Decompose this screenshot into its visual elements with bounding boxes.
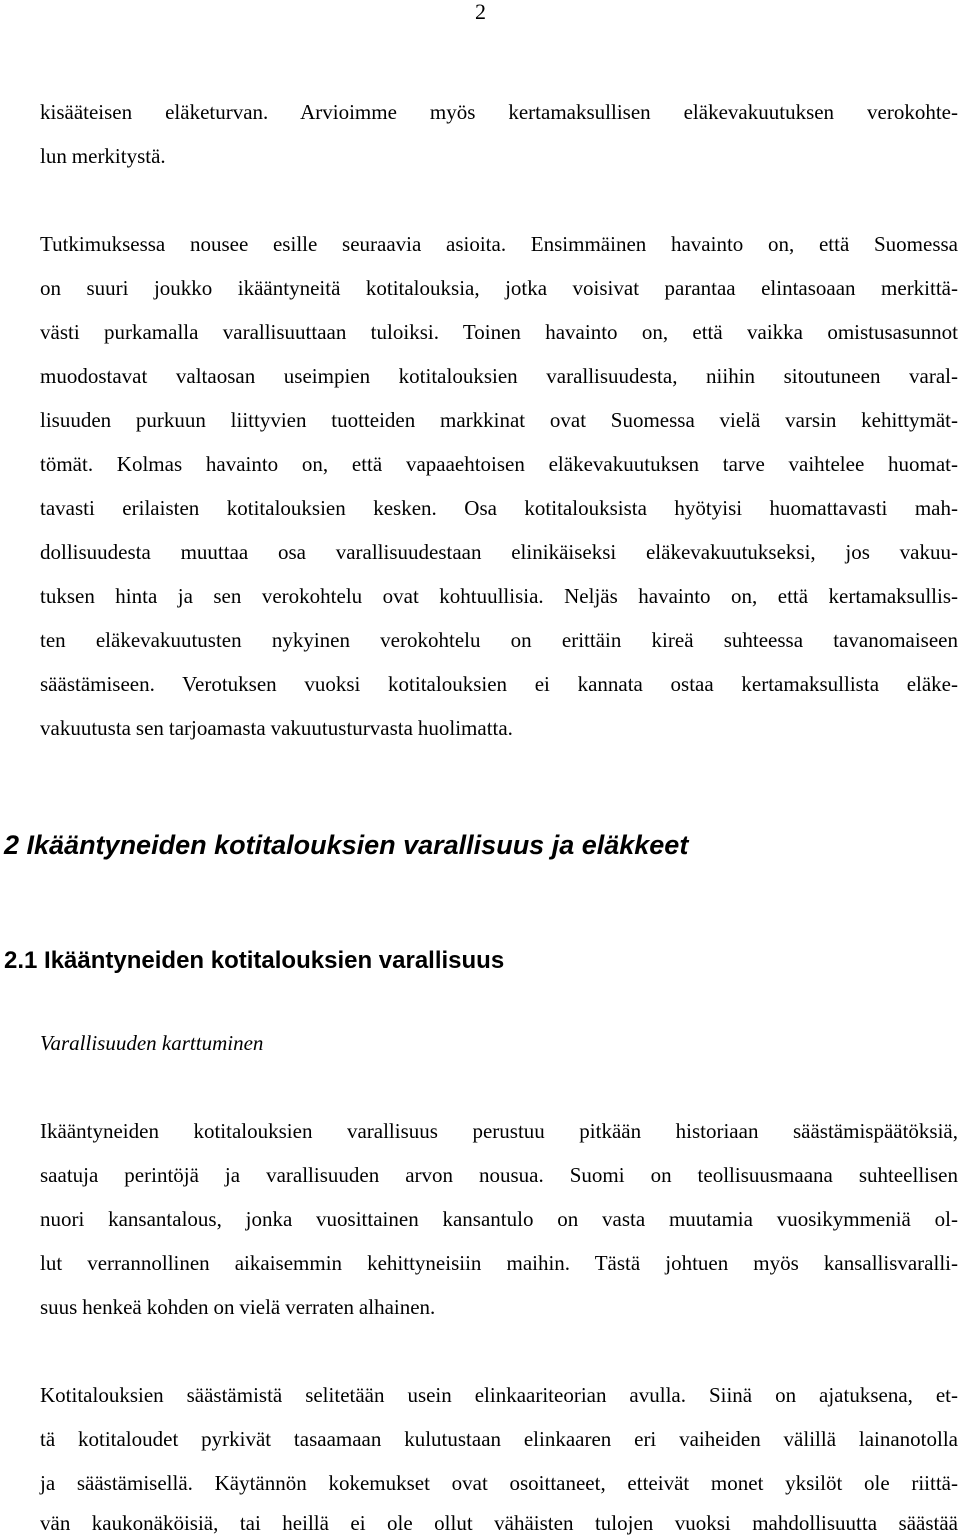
- paragraph-line: tuksen hinta ja sen verokohtelu ovat kohtuullisia. Neljäs havainto on, että kertamaksullis-: [40, 584, 958, 608]
- paragraph-line: tömät. Kolmas havainto on, että vapaaehtoisen eläkevakuutuksen tarve vaihtelee huomat-: [40, 452, 958, 476]
- paragraph-line: tä kotitaloudet pyrkivät tasaamaan kulutustaan elinkaaren eri vaiheiden välillä lainanotolla: [40, 1427, 958, 1451]
- paragraph-line: ja säästämisellä. Käytännön kokemukset ovat osoittaneet, etteivät monet yksilöt ole riittä-: [40, 1471, 958, 1495]
- paragraph-line: västi purkamalla varallisuuttaan tuloiksi. Toinen havainto on, että vaikka omistusasunnot: [40, 320, 958, 344]
- paragraph-line: vakuutusta sen tarjoamasta vakuutusturvasta huolimatta.: [40, 716, 513, 740]
- page-number: 2: [475, 0, 486, 24]
- paragraph-line: kisääteisen eläketurvan. Arvioimme myös kertamaksullisen eläkevakuutuksen verokohte-: [40, 100, 958, 124]
- section-heading: 2 Ikääntyneiden kotitalouksien varallisuus ja eläkkeet: [4, 830, 689, 860]
- paragraph-line: vän kaukonäköisiä, tai heillä ei ole ollut vähäisten tulojen vuoksi mahdollisuutta säästää: [40, 1511, 958, 1535]
- paragraph-line: Kotitalouksien säästämistä selitetään usein elinkaariteorian avulla. Siinä on ajatuksena, et-: [40, 1383, 958, 1407]
- paragraph-line: Tutkimuksessa nousee esille seuraavia asioita. Ensimmäinen havainto on, että Suomessa: [40, 232, 958, 256]
- subsubsection-heading: Varallisuuden karttuminen: [40, 1031, 264, 1055]
- paragraph-line: muodostavat valtaosan useimpien kotitalouksien varallisuudesta, niihin sitoutuneen varal-: [40, 364, 958, 388]
- paragraph-line: tavasti erilaisten kotitalouksien kesken. Osa kotitalouksista hyötyisi huomattavasti mah-: [40, 496, 958, 520]
- paragraph-line: saatuja perintöjä ja varallisuuden arvon nousua. Suomi on teollisuusmaana suhteellisen: [40, 1163, 958, 1187]
- paragraph-line: suus henkeä kohden on vielä verraten alhainen.: [40, 1295, 436, 1319]
- paragraph-line: lun merkitystä.: [40, 144, 166, 168]
- paragraph-line: on suuri joukko ikääntyneitä kotitalouksia, jotka voisivat parantaa elintasoaan merkittä-: [40, 276, 958, 300]
- paragraph-line: lut verrannollinen aikaisemmin kehittyneisiin maihin. Tästä johtuen myös kansallisvaralli-: [40, 1251, 958, 1275]
- subsection-heading: 2.1 Ikääntyneiden kotitalouksien varallisuus: [4, 947, 505, 974]
- paragraph-line: ten eläkevakuutusten nykyinen verokohtelu on erittäin kireä suhteessa tavanomaiseen: [40, 628, 958, 652]
- paragraph-line: lisuuden purkuun liittyvien tuotteiden markkinat ovat Suomessa vielä varsin kehittymät-: [40, 408, 958, 432]
- paragraph-line: nuori kansantalous, jonka vuosittainen kansantulo on vasta muutamia vuosikymmeniä ol-: [40, 1207, 958, 1231]
- paragraph-line: Ikääntyneiden kotitalouksien varallisuus perustuu pitkään historiaan säästämispäätöksiä,: [40, 1119, 958, 1143]
- paragraph-line: säästämiseen. Verotuksen vuoksi kotitalouksien ei kannata ostaa kertamaksullista eläke-: [40, 672, 958, 696]
- paragraph-line: dollisuudesta muuttaa osa varallisuudestaan elinikäiseksi eläkevakuutukseksi, jos vakuu-: [40, 540, 958, 564]
